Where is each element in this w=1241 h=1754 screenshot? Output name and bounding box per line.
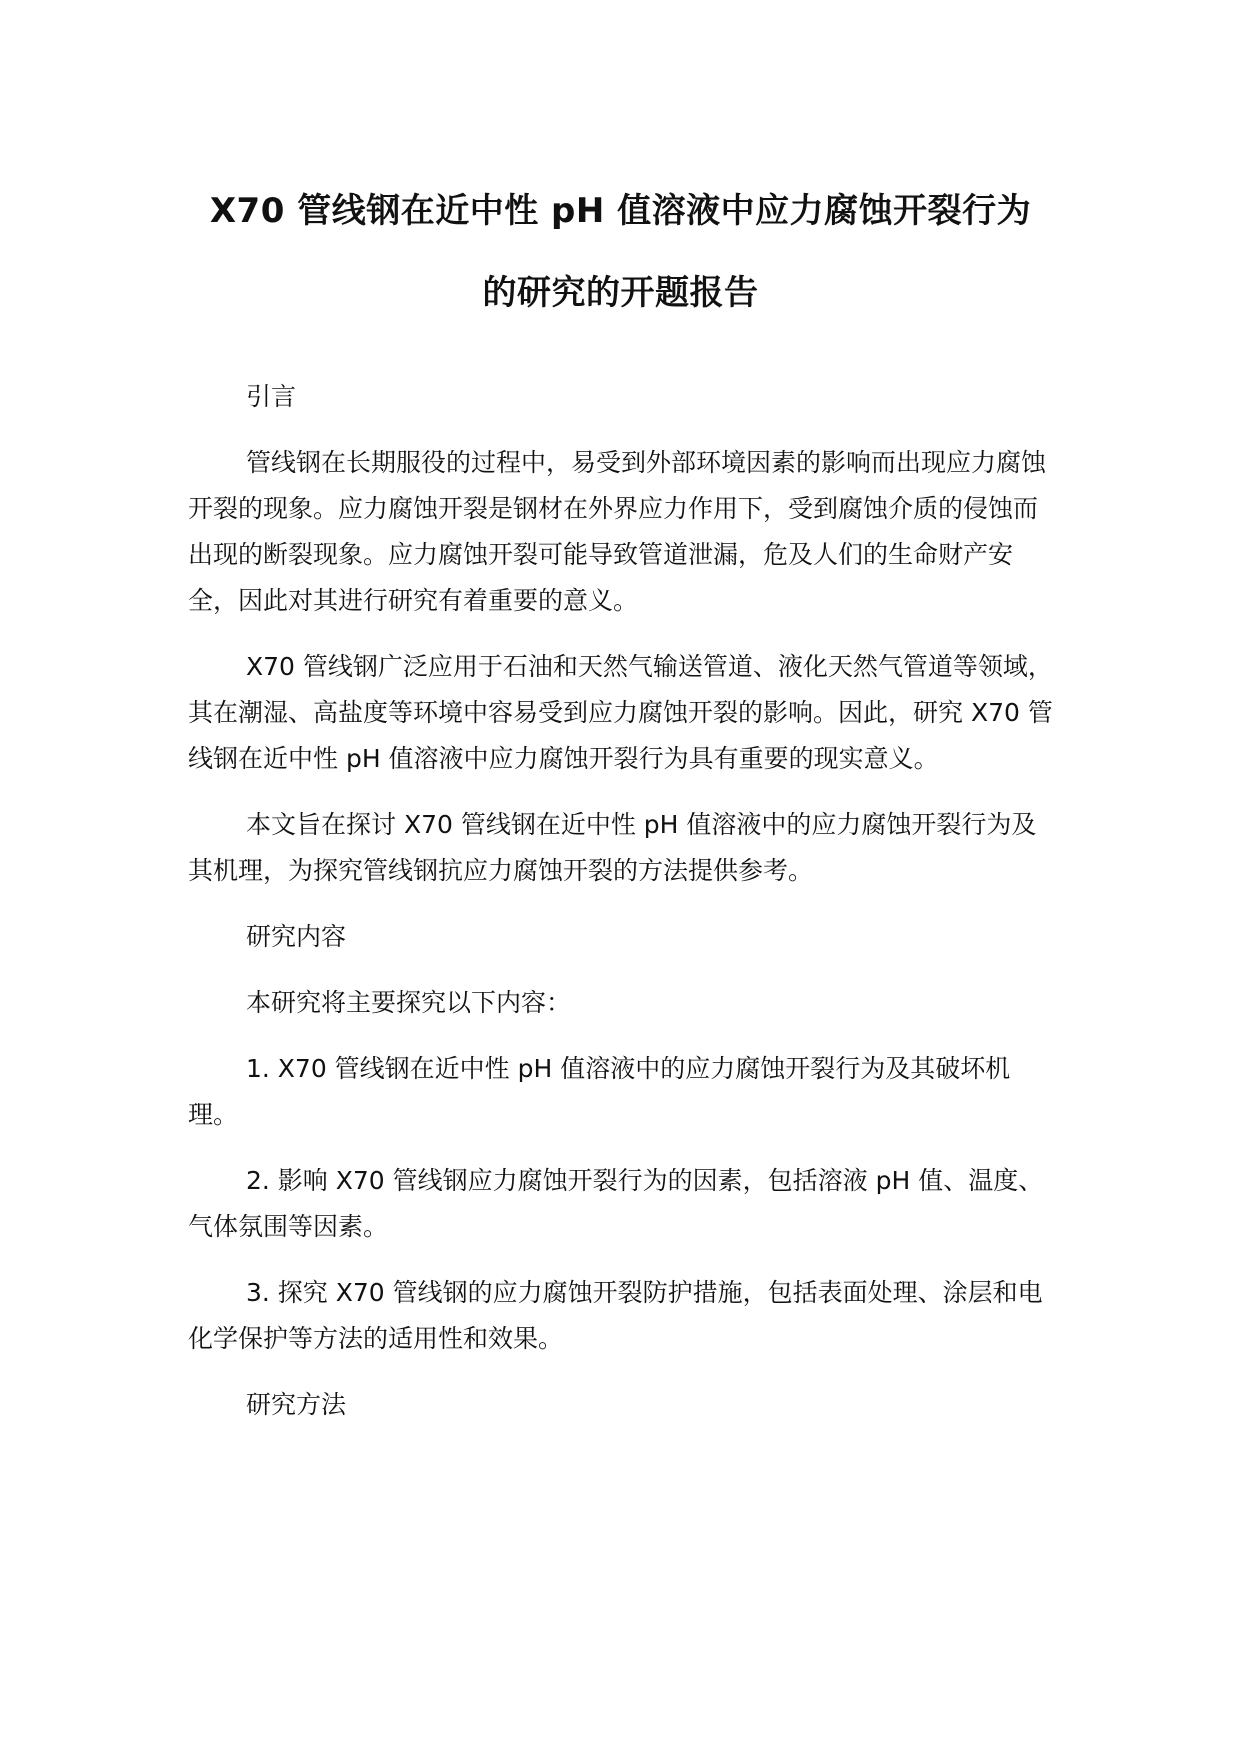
content-item-1: 1. X70 管线钢在近中性 pH 值溶液中的应力腐蚀开裂行为及其破坏机理。 [188,1054,1011,1129]
title-line-2: 的研究的开题报告 [482,273,759,313]
content-item-2: 2. 影响 X70 管线钢应力腐蚀开裂行为的因素，包括溶液 pH 值、温度、气体氛围等因素。 [188,1166,1044,1241]
section-heading-content: 研究内容 [246,922,347,951]
section-heading-intro: 引言 [246,382,297,411]
section-heading-method: 研究方法 [246,1390,347,1419]
content-item-3: 3. 探究 X70 管线钢的应力腐蚀开裂防护措施，包括表面处理、涂层和电化学保护等方法的适用性和效果。 [188,1278,1043,1353]
document-title [188,170,1053,334]
intro-paragraph-2: X70 管线钢广泛应用于石油和天然气输送管道、液化天然气管道等领域，其在潮湿、高盐度等环境中容易受到应力腐蚀开裂的影响。因此，研究 X70 管线钢在近中性 pH 值溶液中应力腐蚀开裂行为具有重要的现实意义。 [188,652,1053,773]
title-line-1: X70 管线钢在近中性 pH 值溶液中应力腐蚀开裂行为 [209,191,1032,231]
intro-paragraph-1: 管线钢在长期服役的过程中，易受到外部环境因素的影响而出现应力腐蚀开裂的现象。应力腐蚀开裂是钢材在外界应力作用下，受到腐蚀介质的侵蚀而出现的断裂现象。应力腐蚀开裂可能导致管道泄漏，危及人们的生命财产安全，因此对其进行研究有着重要的意义。 [188,448,1047,615]
document-body [188,374,1053,1428]
intro-paragraph-3: 本文旨在探讨 X70 管线钢在近中性 pH 值溶液中的应力腐蚀开裂行为及其机理，为探究管线钢抗应力腐蚀开裂的方法提供参考。 [188,810,1037,885]
content-lead-paragraph: 本研究将主要探究以下内容： [246,988,572,1017]
